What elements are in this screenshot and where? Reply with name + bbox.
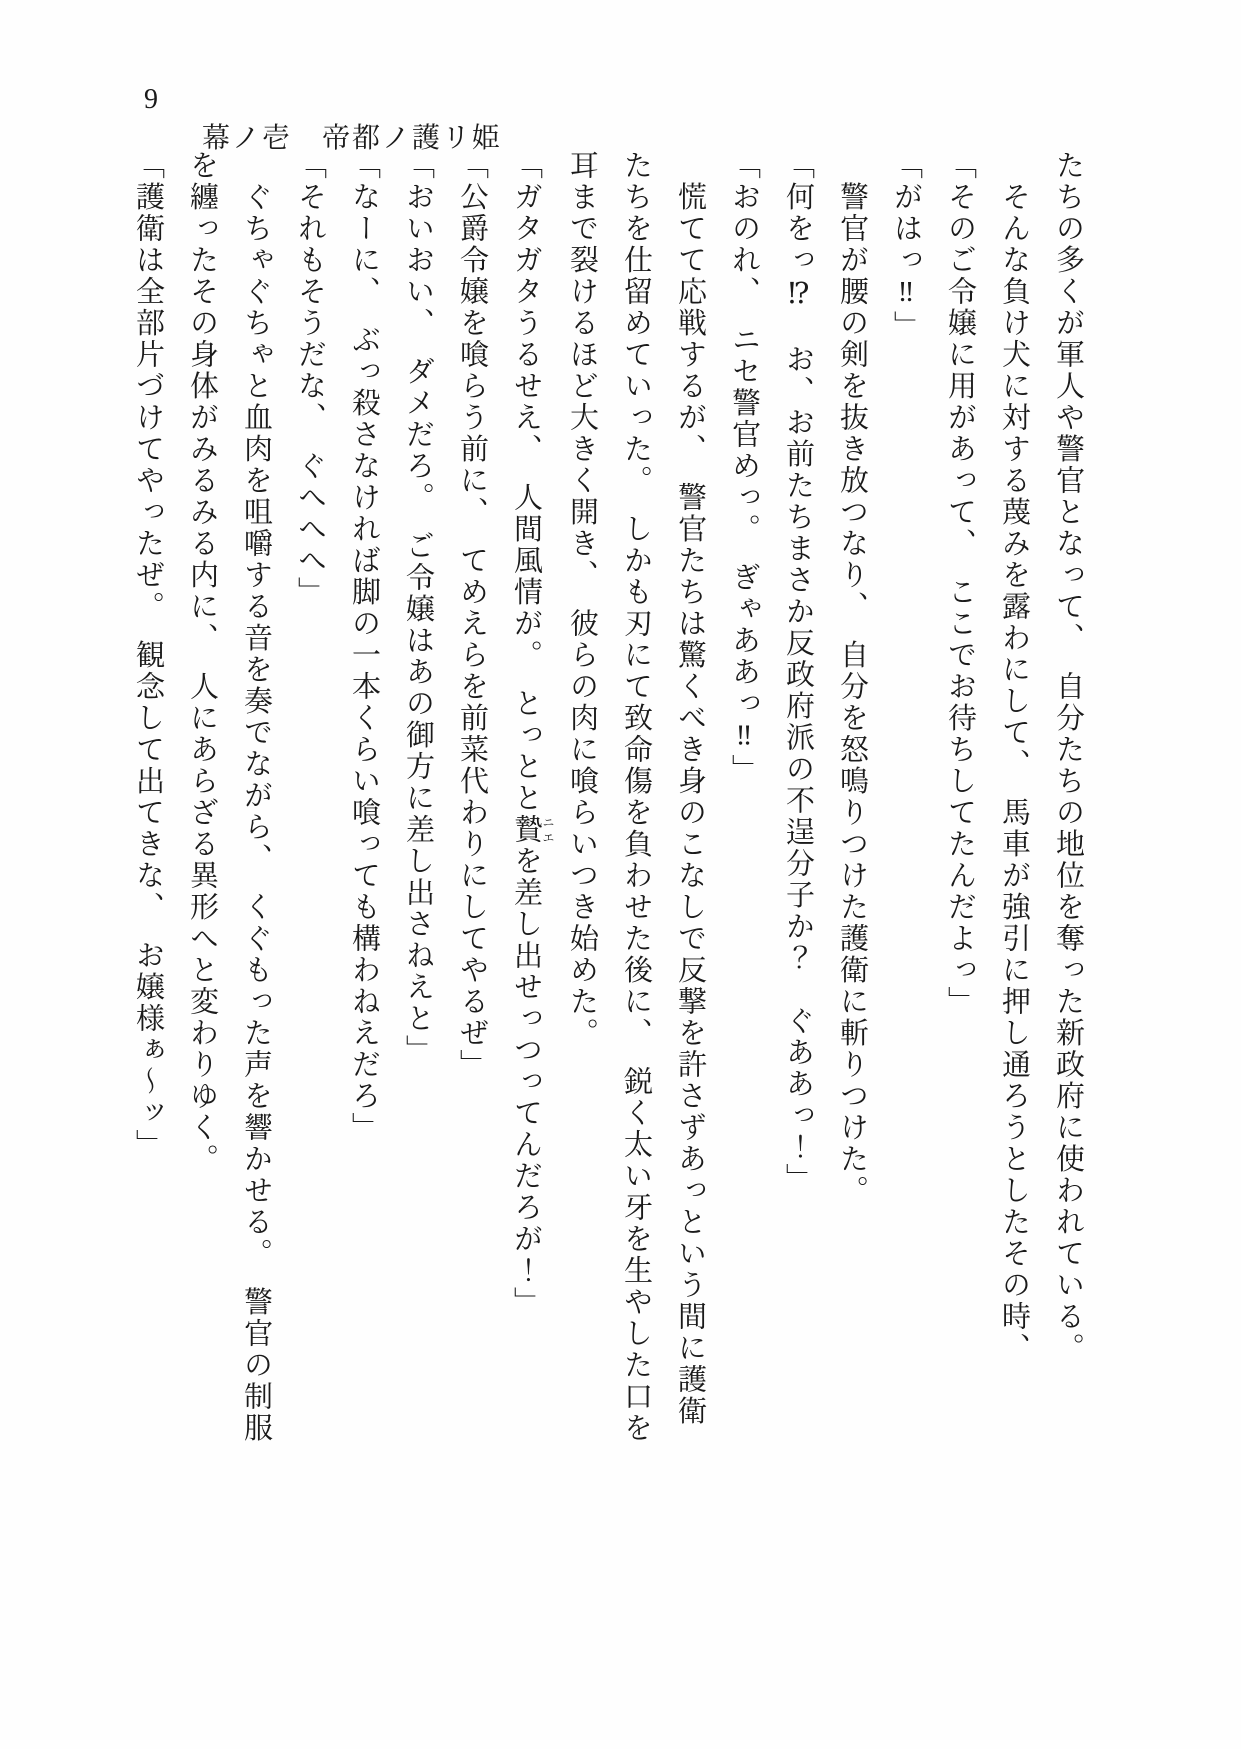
- text-line: 警官が腰の剣を抜き放つなり、 自分を怒鳴りつけた護衛に斬りつけた。: [836, 150, 868, 1207]
- body-text: [121, 150, 1095, 1450]
- text-line: たちの多くが軍人や警官となって、 自分たちの地位を奪った新政府に使われている。: [1052, 150, 1084, 1364]
- ruby-annotated-char: 贄 ニエ: [510, 814, 555, 846]
- text-line: 慌てて応戦するが、 警官たちは驚くべき身のこなしで反撃を許さずあっという間に護衛: [674, 150, 706, 1427]
- text-line: 「おいおい、 ダメだろ。 ご令嬢はあの御方に差し出さねえと」: [402, 150, 434, 1066]
- text-line: 「何をっ⁉ お、お前たちまさか反政府派の不逞分子か？ ぐああっ！」: [782, 150, 814, 1195]
- text-line: ぐちゃぐちゃと血肉を咀嚼する音を奏でながら、 くぐもった声を響かせる。 警官の制服: [240, 150, 272, 1444]
- text-line: そんな負け犬に対する蔑みを露わにして、 馬車が強引に押し通ろうとしたその時、: [998, 150, 1030, 1364]
- chapter-title: 幕ノ壱 帝都ノ護リ姫: [202, 123, 503, 154]
- text-line: たちを仕留めていった。 しかも刃にて致命傷を負わせた後に、 鋭く太い牙を生やした口を: [620, 150, 652, 1444]
- text-line: 「そのご令嬢に用があって、 ここでお待ちしてたんだよっ」: [944, 150, 976, 1018]
- text-line: 耳まで裂けるほど大きく開き、 彼らの肉に喰らいつき始めた。: [566, 150, 598, 1049]
- text-line: 「ガタガタうるせえ、 人間風情が。 とっとと贄 ニエを差し出せっつってんだろが！」: [510, 150, 555, 1318]
- running-head: [126, 52, 502, 156]
- text-line: を纏ったその身体がみるみる内に、 人にあらざる異形へと変わりゆく。: [186, 150, 218, 1175]
- text-line: 「なーに、 ぶっ殺さなければ脚の一本くらい喰っても構わねえだろ」: [348, 150, 380, 1144]
- text-line: 「がはっ‼」: [890, 150, 922, 342]
- text-line: 「おのれ、 ニセ警官めっ。 ぎゃああっ‼」: [728, 150, 760, 786]
- text-line: 「公爵令嬢を喰らう前に、 てめえらを前菜代わりにしてやるぜ」: [456, 150, 488, 1081]
- text-line: 「護衛は全部片づけてやったぜ。 観念して出てきな、 お嬢様ぁ～ッ」: [132, 150, 164, 1161]
- text-line: 「それもそうだな、 ぐへへへ」: [294, 150, 326, 608]
- page-number: 9: [144, 84, 160, 115]
